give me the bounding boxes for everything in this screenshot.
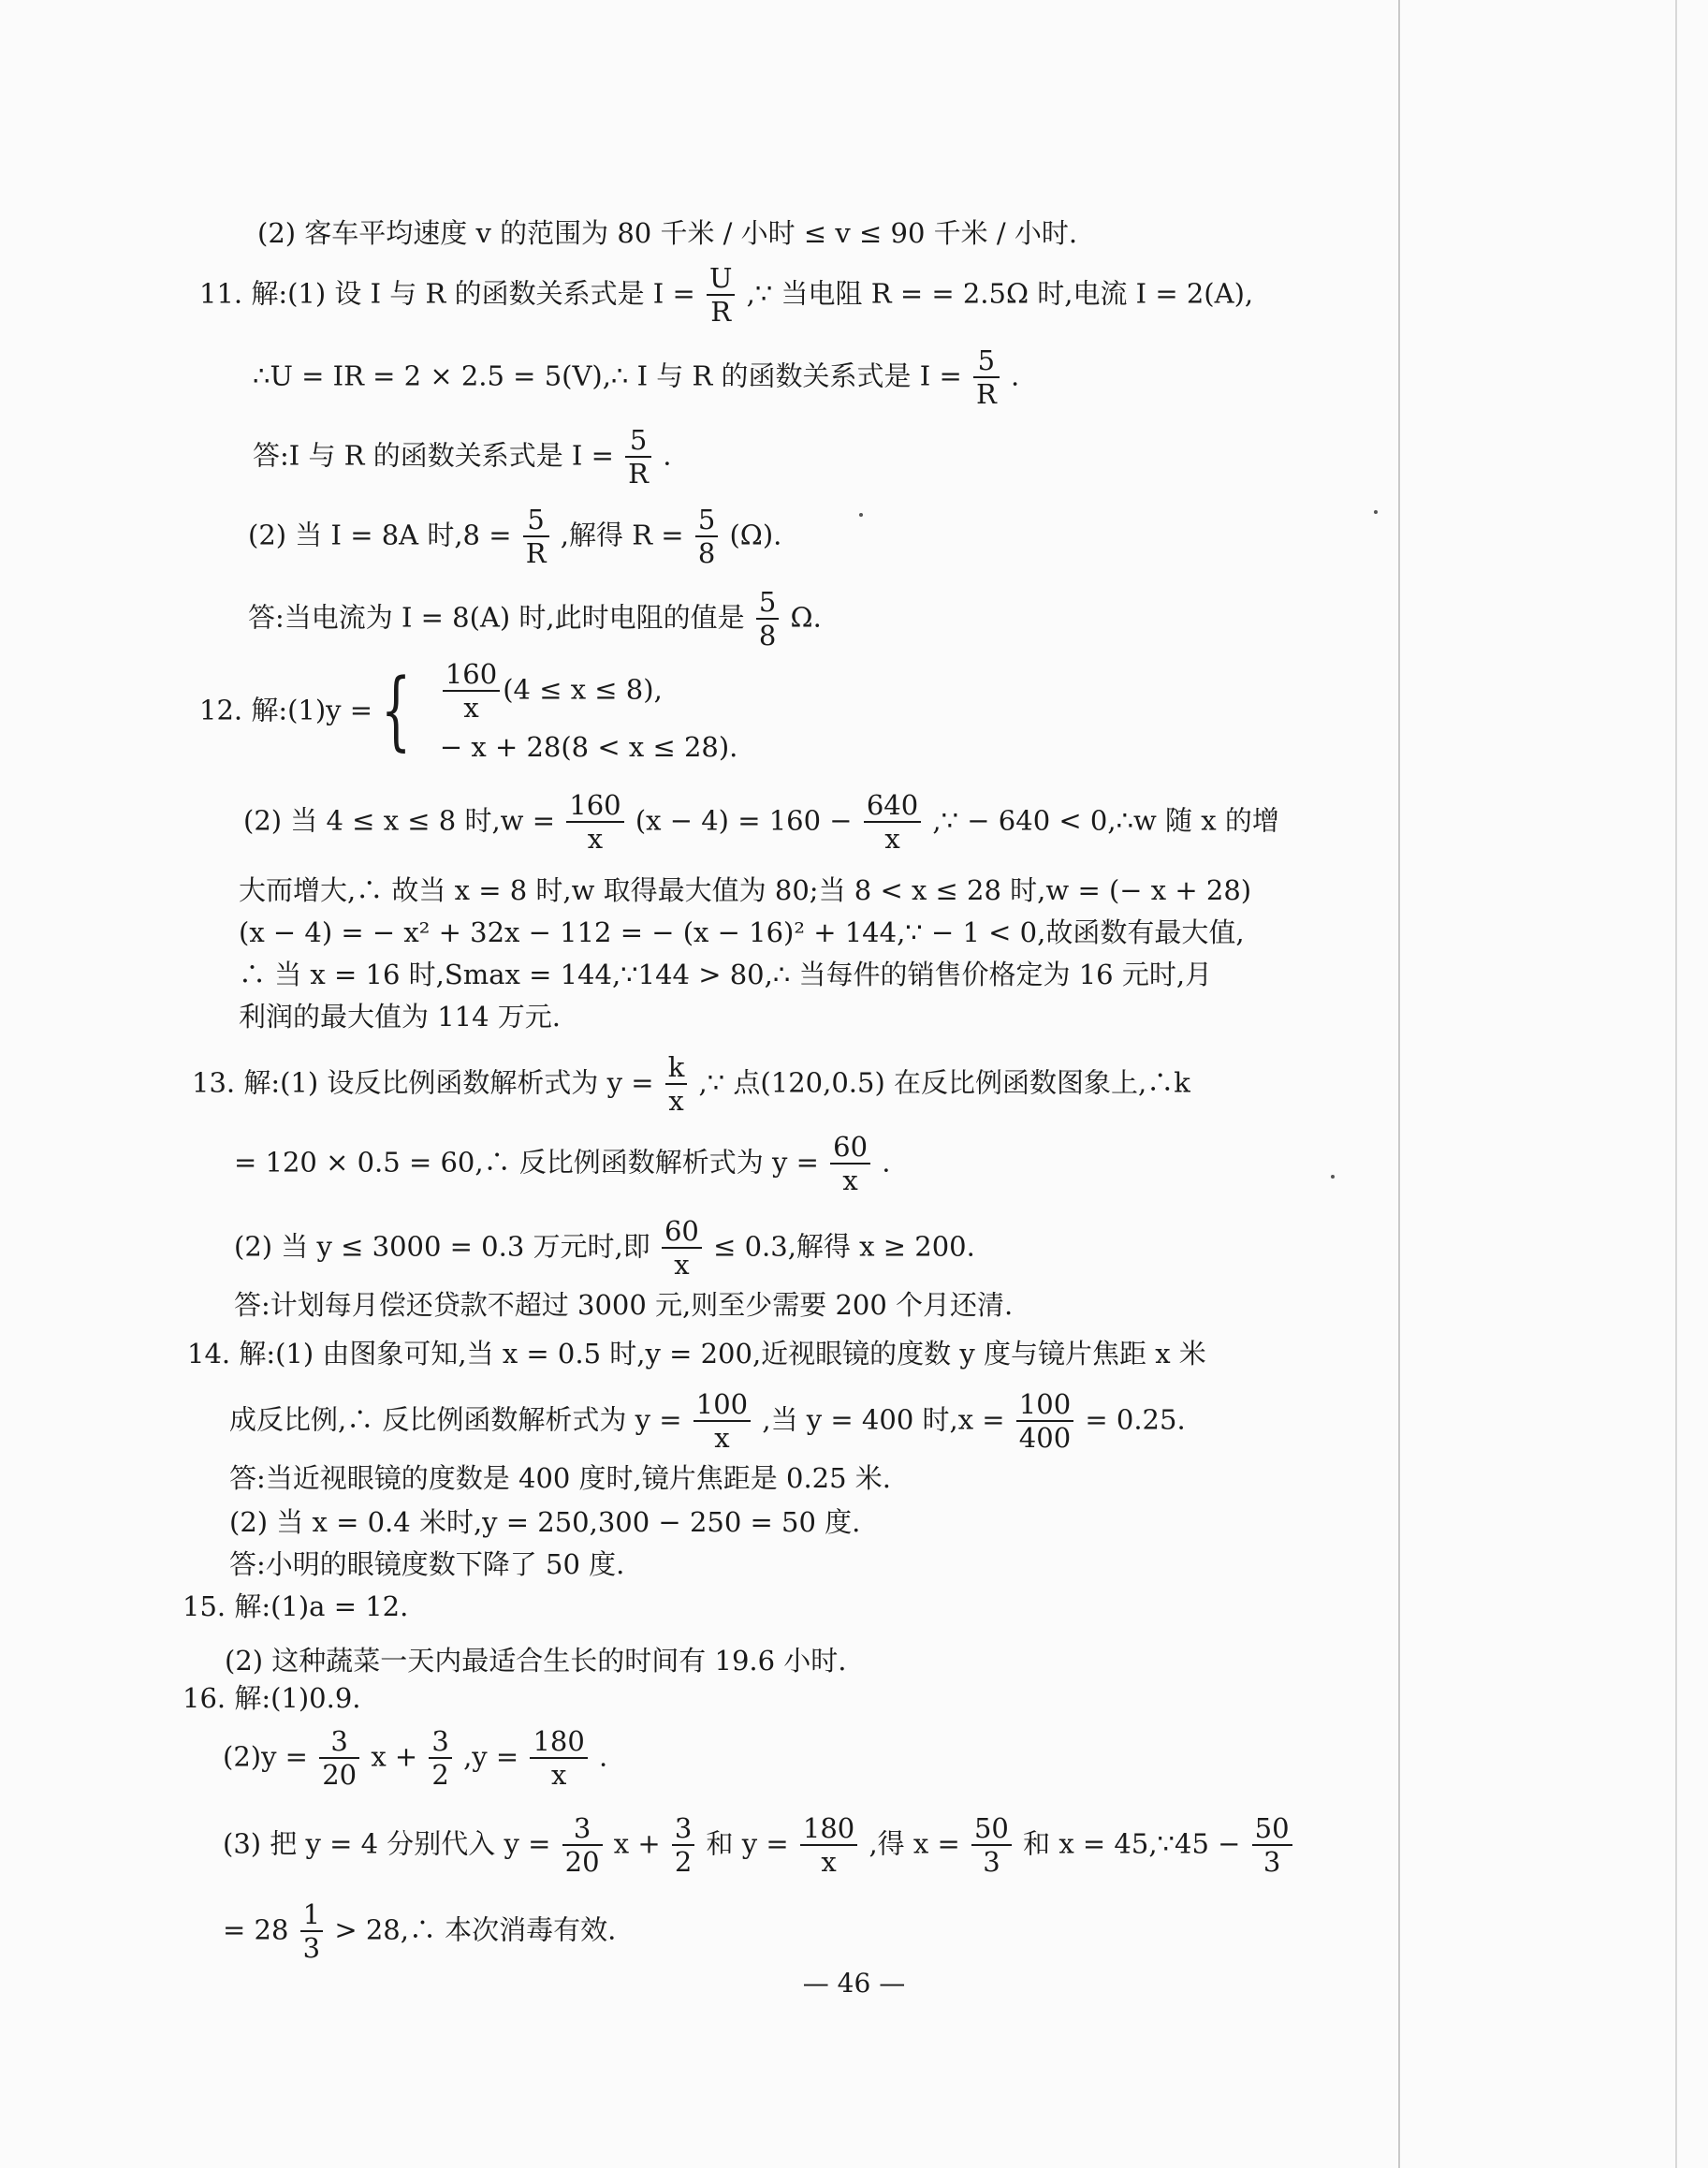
- fraction: $\frac{3}{20}$: [319, 1727, 359, 1790]
- line-q10-2: (2) 客车平均速度 v 的范围为 80 千米 / 小时 ≤ v ≤ 90 千米 / 小时.: [257, 217, 1078, 249]
- line-q15-2: (2) 这种蔬菜一天内最适合生长的时间有 19.6 小时.: [225, 1645, 847, 1677]
- fraction: $\frac{3}{2}$: [672, 1814, 694, 1877]
- line-q14-1: 14. 解:(1) 由图象可知,当 x = 0.5 时,y = 200,近视眼镜的度数 y 度与镜片焦距 x 米: [187, 1338, 1206, 1370]
- line-q15-1: 15. 解:(1)a = 12.: [182, 1590, 409, 1622]
- line-q14-3: (2) 当 x = 0.4 米时,y = 250,300 − 250 = 50 度.: [229, 1506, 861, 1538]
- line-q16-4: = 28 $\frac{1}{3}$ > 28,∴ 本次消毒有效.: [223, 1898, 617, 1965]
- fraction: $\frac{50}{3}$: [971, 1814, 1012, 1877]
- line-q16-1: 16. 解:(1)0.9.: [182, 1682, 361, 1714]
- fraction: $\frac{3}{2}$: [429, 1727, 451, 1790]
- fraction: $\frac{100}{x}$: [693, 1390, 751, 1453]
- line-q11-1: 11. 解:(1) 设 I 与 R 的函数关系式是 I = $\frac{U}{R}$ ,∵ 当电阻 R = = 2.5Ω 时,电流 I = 2(A),: [199, 262, 1254, 329]
- fraction: $\frac{5}{R}$: [973, 346, 1000, 409]
- fraction: $\frac{3}{20}$: [562, 1814, 603, 1877]
- fraction: $\frac{5}{R}$: [625, 426, 651, 489]
- line-q12-4: (x − 4) = − x² + 32x − 112 = − (x − 16)² + 144,∵ − 1 < 0,故函数有最大值,: [239, 916, 1245, 948]
- page-number: — 46 —: [802, 1968, 906, 1999]
- scan-speck: [1331, 1175, 1335, 1179]
- line-q11-answer-2: 答:当电流为 I = 8(A) 时,此时电阻的值是 $\frac{5}{8}$ Ω.: [248, 586, 822, 652]
- fraction: $\frac{60}{x}$: [662, 1217, 702, 1280]
- scan-edge-line-right: [1675, 0, 1677, 2168]
- line-q14-answer-2: 答:小明的眼镜度数下降了 50 度.: [229, 1548, 625, 1580]
- fraction: $\frac{k}{x}$: [665, 1053, 688, 1116]
- fraction: $\frac{5}{8}$: [695, 505, 718, 568]
- fraction: $\frac{640}{x}$: [864, 791, 921, 854]
- fraction: $\frac{5}{R}$: [523, 505, 549, 568]
- fraction: $\frac{5}{8}$: [756, 588, 779, 651]
- scan-edge-line: [1398, 0, 1400, 2168]
- line-q11-3: (2) 当 I = 8A 时,8 = $\frac{5}{R}$ ,解得 R = $\frac{5}{8}$ (Ω).: [248, 504, 782, 570]
- scan-speck: [859, 513, 863, 517]
- line-q12-6: 利润的最大值为 114 万元.: [239, 1001, 562, 1033]
- fraction: $\frac{60}{x}$: [830, 1133, 870, 1195]
- line-q16-3: (3) 把 y = 4 分别代入 y = $\frac{3}{20}$ x + $\frac{3}{2}$ 和 y = $\frac{180}{x}$ ,得 x = $\frac{50}{3}$ 和 x = 45,∵45 − $\frac{50}{3}$: [223, 1814, 1295, 1877]
- line-q12-1: 12. 解:(1)y = { $\frac{160}{x}$ (4 ≤ x ≤ 8), − x + 28(8 < x ≤ 28).: [199, 658, 738, 763]
- line-q13-2: = 120 × 0.5 = 60,∴ 反比例函数解析式为 y = $\frac{60}{x}$ .: [234, 1131, 891, 1197]
- line-q14-2: 成反比例,∴ 反比例函数解析式为 y = $\frac{100}{x}$ ,当 y = 400 时,x = $\frac{100}{400}$ = 0.25.: [229, 1388, 1186, 1455]
- fraction: $\frac{180}{x}$: [530, 1727, 587, 1790]
- fraction: $\frac{U}{R}$: [707, 264, 735, 327]
- line-q12-3: 大而增大,∴ 故当 x = 8 时,w 取得最大值为 80;当 8 < x ≤ 28 时,w = (− x + 28): [239, 874, 1252, 906]
- fraction: $\frac{1}{3}$: [300, 1900, 323, 1963]
- fraction: $\frac{100}{400}$: [1016, 1390, 1073, 1453]
- line-q11-answer-1: 答:I 与 R 的函数关系式是 I = $\frac{5}{R}$ .: [253, 424, 672, 491]
- fraction: $\frac{160}{x}$: [566, 791, 623, 854]
- scan-speck: [1374, 510, 1378, 514]
- line-q12-5: ∴ 当 x = 16 时,Smax = 144,∵144 > 80,∴ 当每件的销售价格定为 16 元时,月: [239, 959, 1213, 990]
- piecewise-cases: $\frac{160}{x}$ (4 ≤ x ≤ 8), − x + 28(8 < x ≤ 28).: [439, 658, 738, 763]
- line-q14-answer-1: 答:当近视眼镜的度数是 400 度时,镜片焦距是 0.25 米.: [229, 1462, 892, 1494]
- line-q12-2: (2) 当 4 ≤ x ≤ 8 时,w = $\frac{160}{x}$ (x − 4) = 160 − $\frac{640}{x}$ ,∵ − 640 < 0,∴w 随 x 的增: [243, 789, 1279, 856]
- fraction: $\frac{50}{3}$: [1252, 1814, 1292, 1877]
- fraction: $\frac{180}{x}$: [800, 1814, 857, 1877]
- left-brace-icon: {: [381, 659, 412, 760]
- fraction: $\frac{160}{x}$: [443, 660, 500, 723]
- line-q13-1: 13. 解:(1) 设反比例函数解析式为 y = $\frac{k}{x}$ ,∵ 点(120,0.5) 在反比例函数图象上,∴k: [192, 1051, 1190, 1118]
- line-q13-answer: 答:计划每月偿还贷款不超过 3000 元,则至少需要 200 个月还清.: [234, 1289, 1014, 1321]
- line-q11-2: ∴U = IR = 2 × 2.5 = 5(V),∴ I 与 R 的函数关系式是 I = $\frac{5}{R}$ .: [253, 344, 1020, 411]
- line-q16-2: (2)y = $\frac{3}{20}$ x + $\frac{3}{2}$ ,y = $\frac{180}{x}$ .: [223, 1725, 608, 1792]
- line-q13-3: (2) 当 y ≤ 3000 = 0.3 万元时,即 $\frac{60}{x}$ ≤ 0.3,解得 x ≥ 200.: [234, 1215, 975, 1282]
